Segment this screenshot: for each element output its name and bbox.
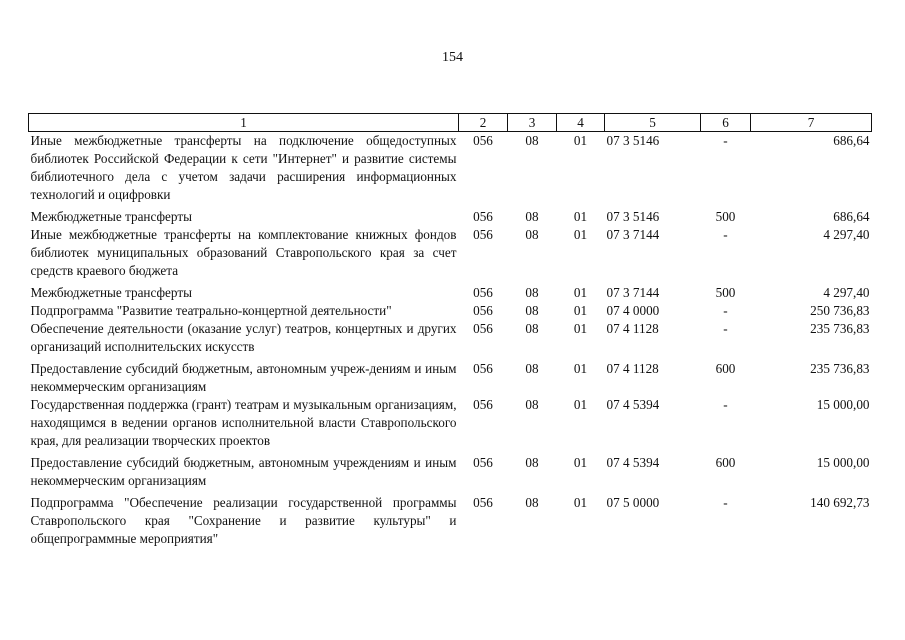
row-expense-type: 500 — [715, 209, 736, 224]
table-row — [29, 360, 872, 396]
row-ministry-code: 056 — [473, 495, 493, 510]
table-row — [29, 226, 872, 284]
header-col-4: 4 — [557, 114, 605, 132]
row-section-code: 08 — [525, 397, 539, 412]
table-row — [29, 284, 872, 302]
row-target-code: 07 3 7144 — [606, 285, 660, 300]
row-name: Межбюджетные трансферты — [30, 209, 192, 224]
row-amount: 15 000,00 — [816, 397, 870, 412]
row-subsection-code: 01 — [573, 303, 588, 318]
row-subsection-code: 01 — [573, 227, 588, 242]
row-subsection-code: 01 — [573, 495, 588, 510]
header-col-1: 1 — [29, 114, 459, 132]
row-subsection-code: 01 — [573, 455, 588, 470]
row-name: Межбюджетные трансферты — [30, 285, 192, 300]
row-expense-type: - — [723, 133, 728, 148]
row-section-code: 08 — [525, 495, 539, 510]
header-col-3: 3 — [508, 114, 557, 132]
row-subsection-code: 01 — [573, 209, 588, 224]
row-target-code: 07 4 1128 — [606, 361, 659, 376]
row-ministry-code: 056 — [473, 303, 493, 318]
row-name: Предоставление субсидий бюджетным, автономным учреждениям и иным некоммерческим организациям — [30, 455, 457, 488]
row-name: Государственная поддержка (грант) театрам и музыкальным организациям, находящимся в ведении органов исполнительной власти Ставропольского края, для реализации творческих проектов — [30, 397, 457, 448]
header-col-6: 6 — [701, 114, 751, 132]
header-col-2: 2 — [459, 114, 508, 132]
row-section-code: 08 — [525, 227, 539, 242]
row-amount: 15 000,00 — [816, 455, 870, 470]
row-expense-type: 600 — [715, 361, 736, 376]
row-expense-type: 500 — [715, 285, 736, 300]
row-amount: 250 736,83 — [810, 303, 870, 318]
row-subsection-code: 01 — [573, 133, 588, 148]
row-subsection-code: 01 — [573, 361, 588, 376]
row-target-code: 07 3 7144 — [606, 227, 660, 242]
table-row — [29, 302, 872, 320]
row-section-code: 08 — [525, 133, 539, 148]
row-target-code: 07 5 0000 — [606, 495, 660, 510]
row-expense-type: - — [723, 303, 728, 318]
row-name: Иные межбюджетные трансферты на комплектование книжных фондов библиотек муниципальных образований Ставропольского края за счет средств краевого бюджета — [30, 227, 457, 278]
row-name: Иные межбюджетные трансферты на подключение общедоступных библиотек Российской Федерации к сети "Интернет" и развитие системы библиотечного дела с учетом задачи расширения информационных технологий и оцифровки — [30, 133, 457, 202]
row-ministry-code: 056 — [473, 285, 493, 300]
header-col-7: 7 — [751, 114, 872, 132]
table-row — [29, 132, 872, 209]
row-amount: 686,64 — [833, 209, 870, 224]
table-row — [29, 208, 872, 226]
row-ministry-code: 056 — [473, 133, 493, 148]
row-name: Подпрограмма "Развитие театрально-концертной деятельности" — [30, 303, 392, 318]
row-ministry-code: 056 — [473, 227, 493, 242]
row-subsection-code: 01 — [573, 321, 588, 336]
row-section-code: 08 — [525, 321, 539, 336]
table-row — [29, 320, 872, 360]
row-subsection-code: 01 — [573, 397, 588, 412]
row-ministry-code: 056 — [473, 397, 493, 412]
row-amount: 235 736,83 — [810, 361, 870, 376]
row-section-code: 08 — [525, 209, 539, 224]
row-target-code: 07 4 0000 — [606, 303, 660, 318]
row-amount: 686,64 — [833, 133, 870, 148]
row-expense-type: 600 — [715, 455, 736, 470]
row-amount: 4 297,40 — [823, 227, 870, 242]
table-row — [29, 454, 872, 494]
page-number: 154 — [442, 50, 463, 65]
row-name: Обеспечение деятельности (оказание услуг) театров, концертных и других организаций исполнительских искусств — [30, 321, 457, 354]
row-section-code: 08 — [525, 303, 539, 318]
row-ministry-code: 056 — [473, 321, 493, 336]
row-section-code: 08 — [525, 455, 539, 470]
header-col-5: 5 — [605, 114, 701, 132]
budget-table — [28, 113, 872, 548]
table-row — [29, 494, 872, 548]
row-name: Предоставление субсидий бюджетным, автономным учреж-дениям и иным некоммерческим организациям — [30, 361, 457, 394]
row-ministry-code: 056 — [473, 361, 493, 376]
row-amount: 140 692,73 — [810, 495, 870, 510]
row-amount: 235 736,83 — [810, 321, 870, 336]
row-target-code: 07 4 5394 — [606, 455, 660, 470]
row-amount: 4 297,40 — [823, 285, 870, 300]
row-target-code: 07 4 1128 — [606, 321, 659, 336]
row-target-code: 07 3 5146 — [606, 133, 660, 148]
row-subsection-code: 01 — [573, 285, 588, 300]
table-header-row — [29, 114, 872, 132]
row-target-code: 07 3 5146 — [606, 209, 660, 224]
row-expense-type: - — [723, 321, 728, 336]
row-target-code: 07 4 5394 — [606, 397, 660, 412]
row-expense-type: - — [723, 495, 728, 510]
row-ministry-code: 056 — [473, 209, 493, 224]
row-name: Подпрограмма "Обеспечение реализации государственной программы Ставропольского края "Сохранение и развитие культуры" и общепрограммные мероприятия" — [30, 495, 457, 546]
row-expense-type: - — [723, 397, 728, 412]
row-ministry-code: 056 — [473, 455, 493, 470]
row-section-code: 08 — [525, 361, 539, 376]
row-section-code: 08 — [525, 285, 539, 300]
table-row — [29, 396, 872, 454]
row-expense-type: - — [723, 227, 728, 242]
